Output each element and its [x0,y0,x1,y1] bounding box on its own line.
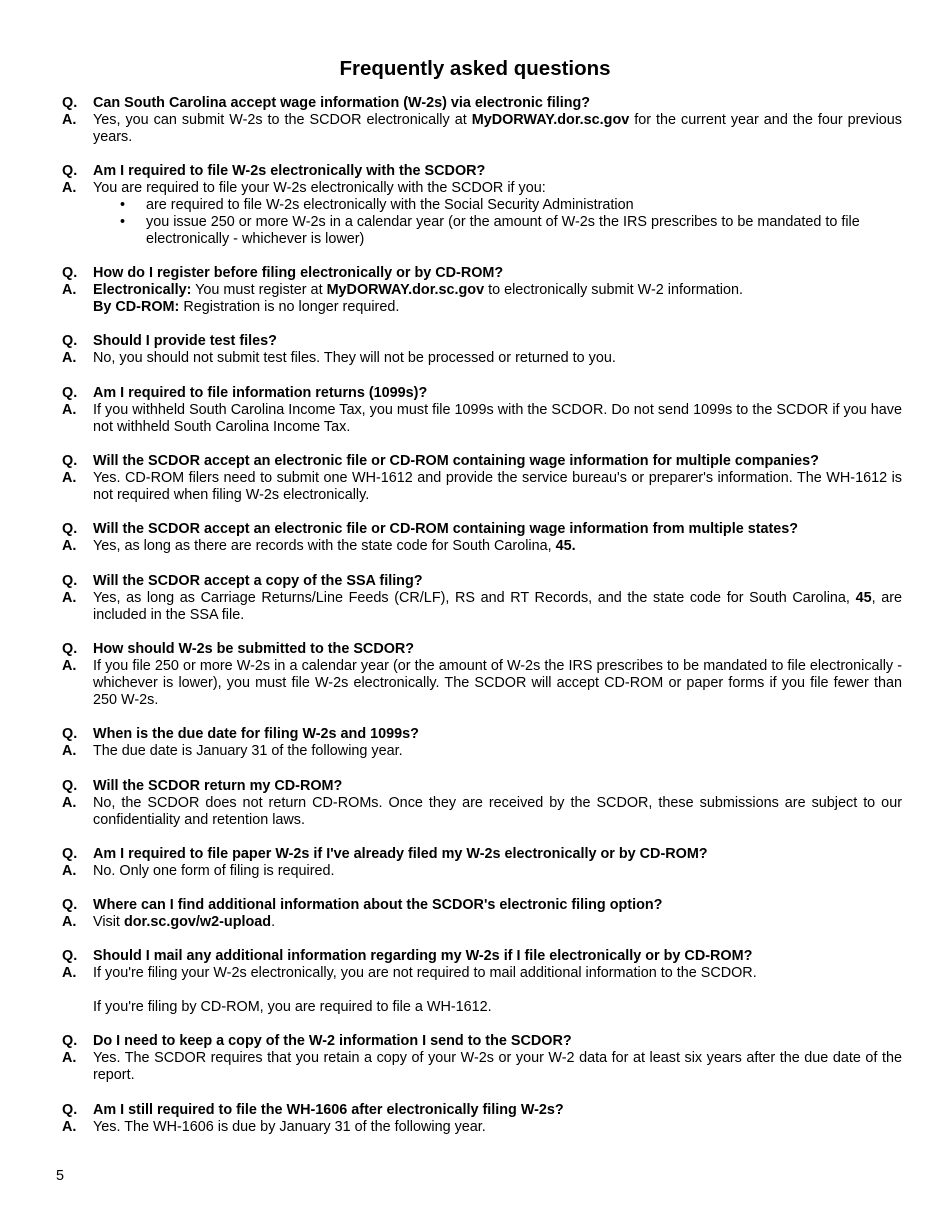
answer-text: Yes. The SCDOR requires that you retain a copy of your W-2s or your W-2 data for at least six years after the due date of the report. [93,1050,902,1083]
a-label: A. [62,863,77,879]
a-label: A. [62,795,77,811]
q-label: Q. [62,333,78,349]
question-text: Will the SCDOR accept a copy of the SSA filing? [93,573,423,589]
answer-text: Electronically: You must register at MyDORWAY.dor.sc.gov to electronically submit W-2 information. By CD-ROM: Registration is no longer required. [93,282,743,315]
faq-question [62,846,902,863]
question-text: Can South Carolina accept wage information (W-2s) via electronic filing? [93,95,591,111]
question-text: Should I mail any additional information regarding my W-2s if I file electronically or by CD-ROM? [93,948,753,964]
faq-answer [62,658,902,709]
a-label: A. [62,1050,77,1066]
a-label: A. [62,590,77,606]
question-text: Am I required to file information returns (1099s)? [93,385,428,401]
q-label: Q. [62,453,78,469]
a-label: A. [62,1119,77,1135]
answer-text: The due date is January 31 of the following year. [93,743,403,759]
answer-text: Yes, as long as Carriage Returns/Line Feeds (CR/LF), RS and RT Records, and the state code for South Carolina, 45, are included in the SSA file. [93,590,903,623]
faq-question [62,948,902,965]
faq-answer [62,965,902,1016]
faq-answer [62,1119,902,1136]
q-label: Q. [62,265,78,281]
faq-answer [62,1050,902,1084]
answer-text: Yes, as long as there are records with the state code for South Carolina, 45. [93,538,576,554]
q-label: Q. [62,778,78,794]
question-text: Will the SCDOR accept an electronic file or CD-ROM containing wage information for multiple companies? [93,453,819,469]
question-text: Do I need to keep a copy of the W-2 information I send to the SCDOR? [93,1033,572,1049]
q-label: Q. [62,897,78,913]
faq-answer [62,863,902,880]
question-text: How do I register before filing electronically or by CD-ROM? [93,265,504,281]
question-text: Will the SCDOR accept an electronic file or CD-ROM containing wage information from multiple states? [93,521,799,537]
answer-text: If you file 250 or more W-2s in a calendar year (or the amount of W-2s the IRS prescribes to be mandated to file electronically - whichever is lower), you must file W-2s electronically. The SCDOR will accept CD-ROM or paper forms if you file fewer than 250 W-2s. [93,658,902,708]
faq-question [62,333,902,350]
list-item: • are required to file W-2s electronically with the Social Security Administration [93,197,902,214]
question-text: Am I required to file W-2s electronically with the SCDOR? [93,163,486,179]
question-text: Am I required to file paper W-2s if I've already filed my W-2s electronically or by CD-ROM? [93,846,708,862]
faq-question [62,453,902,470]
answer-text: Yes, you can submit W-2s to the SCDOR electronically at MyDORWAY.dor.sc.gov for the current year and the four previous years. [93,112,903,145]
q-label: Q. [62,95,78,111]
faq-answer [62,112,902,146]
faq-question [62,897,902,914]
link-text: MyDORWAY.dor.sc.gov [326,282,485,298]
answer-text: No, the SCDOR does not return CD-ROMs. Once they are received by the SCDOR, these submissions are subject to our confidentiality and retention laws. [93,795,902,828]
question-text: Should I provide test files? [93,333,277,349]
question-text: Will the SCDOR return my CD-ROM? [93,778,343,794]
q-label: Q. [62,1102,78,1118]
faq-answer [62,590,902,624]
faq-question [62,521,902,538]
a-label: A. [62,282,77,298]
answer-text: If you withheld South Carolina Income Tax, you must file 1099s with the SCDOR. Do not send 1099s to the SCDOR if you have not withheld South Carolina Income Tax. [93,402,902,435]
a-label: A. [62,402,77,418]
faq-question [62,265,902,282]
q-label: Q. [62,385,78,401]
question-text: When is the due date for filing W-2s and 1099s? [93,726,419,742]
a-label: A. [62,180,77,196]
faq-question [62,163,902,180]
a-label: A. [62,743,77,759]
faq-answer [62,743,902,760]
q-label: Q. [62,1033,78,1049]
q-label: Q. [62,846,78,862]
a-label: A. [62,914,77,930]
faq-question [62,95,902,112]
faq-question [62,778,902,795]
faq-answer [62,795,902,829]
q-label: Q. [62,163,78,179]
a-label: A. [62,112,77,128]
question-text: Where can I find additional information about the SCDOR's electronic filing option? [93,897,663,913]
q-label: Q. [62,641,78,657]
a-label: A. [62,470,77,486]
answer-text: No, you should not submit test files. They will not be processed or returned to you. [93,350,616,366]
faq-question [62,385,902,402]
faq-answer [62,402,902,436]
q-label: Q. [62,521,78,537]
faq-answer [62,282,902,316]
bullet-list [93,197,902,248]
faq-answer [62,914,902,931]
answer-text: Yes. CD-ROM filers need to submit one WH-1612 and provide the service bureau's or preparer's information. The WH-1612 is not required when filing W-2s electronically. [93,470,902,503]
faq-question [62,1102,902,1119]
a-label: A. [62,965,77,981]
answer-text: No. Only one form of filing is required. [93,863,335,879]
q-label: Q. [62,573,78,589]
faq-question [62,573,902,590]
faq-question [62,641,902,658]
answer-text: Visit dor.sc.gov/w2-upload. [93,914,276,930]
answer-intro: You are required to file your W-2s electronically with the SCDOR if you: [93,180,546,196]
q-label: Q. [62,948,78,964]
q-label: Q. [62,726,78,742]
faq-answer [62,180,902,248]
a-label: A. [62,538,77,554]
answer-text: If you're filing your W-2s electronically, you are not required to mail additional information to the SCDOR. If you're filing by CD-ROM, you are required to file a WH-1612. [93,965,757,1015]
faq-question [62,1033,902,1050]
faq-question [62,726,902,743]
faq-answer [62,538,902,555]
link-text: MyDORWAY.dor.sc.gov [471,112,630,128]
a-label: A. [62,350,77,366]
question-text: How should W-2s be submitted to the SCDOR? [93,641,415,657]
list-item: • you issue 250 or more W-2s in a calendar year (or the amount of W-2s the IRS prescribes to be mandated to file electronically - whichever is lower) [93,214,902,248]
page-title: Frequently asked questions [339,57,611,80]
page-number: 5 [56,1168,65,1184]
faq-answer [62,350,902,367]
answer-text [93,180,902,248]
faq-answer [62,470,902,504]
a-label: A. [62,658,77,674]
link-text: dor.sc.gov/w2-upload [123,914,272,930]
question-text: Am I still required to file the WH-1606 after electronically filing W-2s? [93,1102,564,1118]
answer-text: Yes. The WH-1606 is due by January 31 of the following year. [93,1119,486,1135]
